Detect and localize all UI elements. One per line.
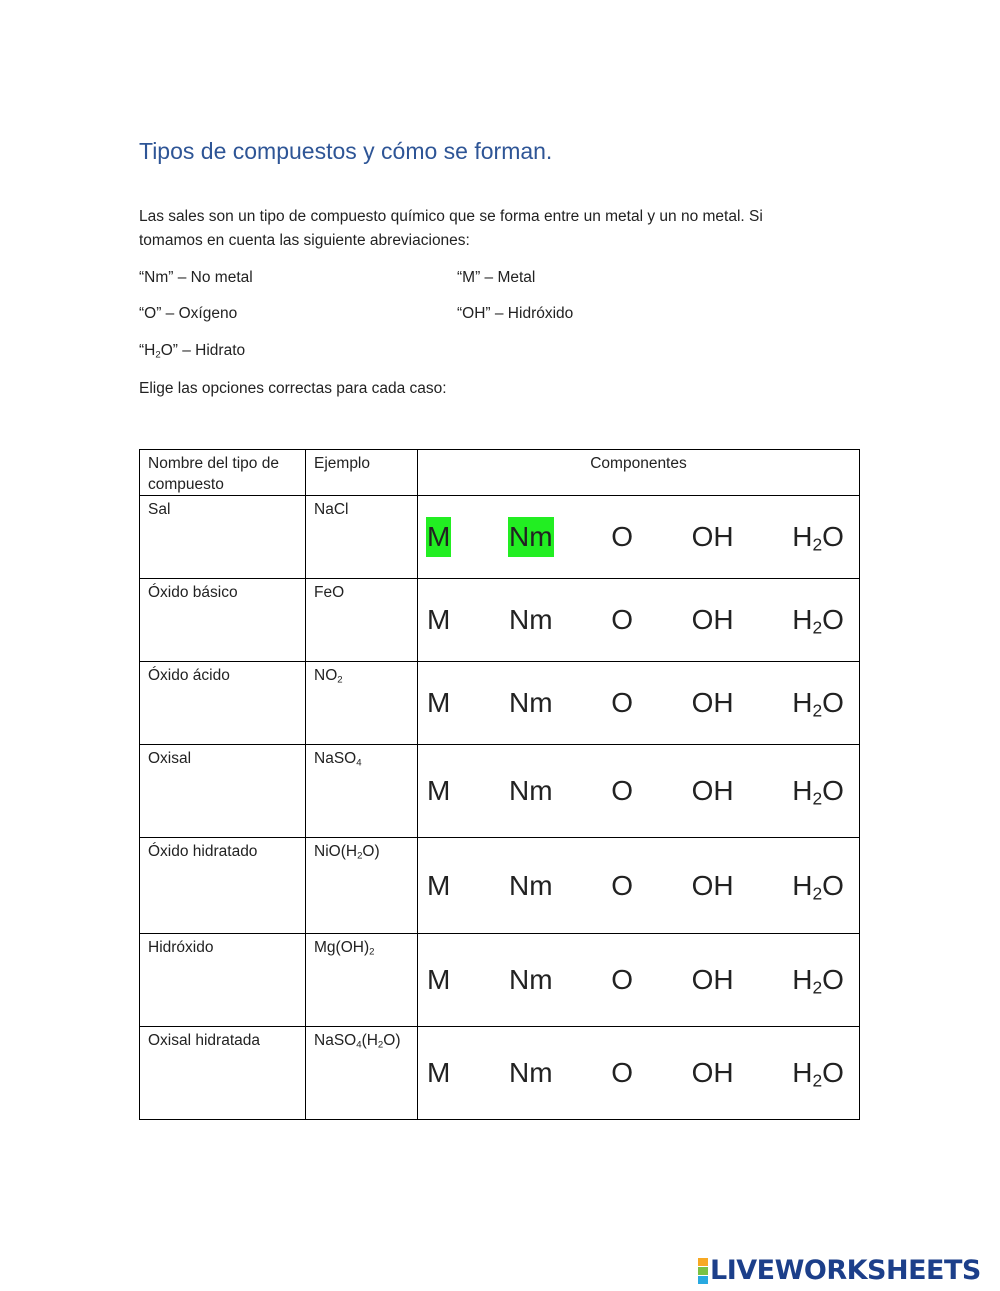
component-options: [418, 960, 859, 1000]
option-h2o-sub: 2: [812, 977, 823, 998]
logo-block-blue: [698, 1276, 708, 1284]
option-m[interactable]: M: [427, 775, 451, 806]
option-h2o-h: H: [792, 687, 813, 718]
option-h2o[interactable]: [791, 866, 845, 906]
option-o[interactable]: O: [611, 775, 633, 806]
example-cell: [306, 496, 418, 579]
example-cell: [306, 745, 418, 838]
option-h2o-h: H: [792, 964, 813, 995]
table-row: [140, 496, 860, 579]
header-example: Ejemplo: [306, 450, 418, 496]
example-formula: [306, 1027, 417, 1051]
option-h2o-h: H: [792, 1057, 813, 1088]
option-h2o[interactable]: [791, 771, 845, 811]
compound-type-name: Óxido ácido: [148, 667, 230, 684]
abbr-h2o-prefix: “H: [139, 342, 156, 359]
example-formula: [306, 496, 417, 520]
instruction: Elige las opciones correctas para cada caso:: [139, 380, 447, 397]
compound-type-cell: [140, 579, 306, 662]
abbr-nm: “Nm” – No metal: [139, 269, 253, 286]
formula-sub: 4: [356, 757, 362, 769]
formula-part: (H: [361, 1032, 378, 1049]
option-oh[interactable]: OH: [691, 775, 734, 806]
compound-type-name: Hidróxido: [148, 939, 214, 956]
abbr-m: “M” – Metal: [457, 269, 536, 286]
compound-type-cell: [140, 838, 306, 934]
table-row: [140, 934, 860, 1027]
example-cell: [306, 1027, 418, 1120]
component-options: [418, 1053, 859, 1093]
option-h2o-sub: 2: [812, 700, 823, 721]
example-formula: [306, 662, 417, 686]
option-o[interactable]: O: [611, 687, 633, 718]
option-m[interactable]: M: [426, 517, 451, 557]
option-h2o-o: O: [822, 775, 844, 806]
table-row: [140, 579, 860, 662]
option-o[interactable]: O: [611, 521, 633, 552]
formula-part: NaSO: [314, 750, 357, 767]
option-nm[interactable]: Nm: [508, 964, 553, 995]
components-cell: [418, 745, 860, 838]
component-options: [418, 683, 859, 723]
option-h2o[interactable]: [791, 683, 845, 723]
formula-sub: 2: [337, 674, 343, 686]
table-row: [140, 838, 860, 934]
formula-sub: 2: [377, 1039, 384, 1051]
abbr-h2o: [139, 341, 245, 361]
option-h2o-sub: 2: [812, 617, 823, 638]
option-m[interactable]: M: [427, 687, 451, 718]
table-row: [140, 745, 860, 838]
component-options: [418, 866, 859, 906]
option-oh[interactable]: OH: [691, 604, 734, 635]
formula-part: NaSO: [314, 1032, 357, 1049]
option-h2o[interactable]: [791, 600, 845, 640]
header-name: Nombre del tipo de compuesto: [140, 450, 306, 496]
compound-type-name: Óxido hidratado: [148, 843, 258, 860]
formula-part: Mg(OH): [314, 939, 370, 956]
option-h2o[interactable]: [791, 960, 845, 1000]
option-oh[interactable]: OH: [691, 869, 734, 901]
abbr-oh: “OH” – Hidróxido: [457, 305, 574, 322]
example-cell: [306, 579, 418, 662]
example-formula: [306, 579, 417, 603]
formula-sub: 4: [356, 1039, 362, 1051]
logo-icon: [698, 1258, 708, 1284]
components-cell: [418, 934, 860, 1027]
components-cell: [418, 496, 860, 579]
option-o[interactable]: O: [611, 964, 633, 995]
worksheet-table: [139, 449, 860, 1120]
option-h2o-sub: 2: [812, 882, 823, 903]
option-h2o-o: O: [822, 687, 844, 718]
option-h2o-sub: 2: [812, 788, 823, 809]
compound-type-cell: [140, 662, 306, 745]
component-options: [418, 600, 859, 640]
option-o[interactable]: O: [611, 869, 633, 901]
compound-type-name: Oxisal: [148, 750, 192, 767]
option-oh[interactable]: OH: [691, 1057, 734, 1088]
components-cell: [418, 838, 860, 934]
option-nm[interactable]: Nm: [508, 1057, 553, 1088]
example-cell: [306, 662, 418, 745]
intro-paragraph: Las sales son un tipo de compuesto químico que se forma entre un metal y un no metal. Si tomamos en cuenta las siguiente abreviaciones:: [139, 208, 763, 249]
compound-type-name: Óxido básico: [148, 584, 238, 601]
abbr-h2o-sub: 2: [155, 349, 161, 361]
option-o[interactable]: O: [611, 604, 633, 635]
page-title: Tipos de compuestos y cómo se forman.: [139, 138, 553, 164]
logo-text: LIVEWORKSHEETS: [710, 1255, 981, 1286]
option-h2o-o: O: [822, 869, 844, 901]
abbr-o: “O” – Oxígeno: [139, 305, 238, 322]
liveworksheets-logo: [698, 1255, 981, 1286]
option-nm[interactable]: Nm: [508, 869, 553, 901]
option-h2o-o: O: [822, 604, 844, 635]
option-m[interactable]: M: [427, 1057, 451, 1088]
example-cell: [306, 838, 418, 934]
formula-part: NiO(H: [314, 843, 358, 860]
example-formula: [306, 934, 417, 958]
option-nm[interactable]: Nm: [508, 775, 553, 806]
option-h2o-sub: 2: [812, 1070, 823, 1091]
table-row: [140, 1027, 860, 1120]
compound-type-cell: [140, 1027, 306, 1120]
components-cell: [418, 662, 860, 745]
option-h2o-o: O: [822, 964, 844, 995]
option-h2o-o: O: [822, 1057, 844, 1088]
formula-part: O): [362, 843, 380, 860]
option-h2o[interactable]: [791, 517, 845, 557]
option-h2o-sub: 2: [812, 534, 823, 555]
formula-part: O): [383, 1032, 401, 1049]
header-components: Componentes: [418, 450, 860, 496]
formula-sub: 2: [369, 946, 375, 958]
compound-type-name: Sal: [148, 501, 171, 518]
option-nm[interactable]: Nm: [508, 604, 553, 635]
compound-type-cell: [140, 934, 306, 1027]
option-o[interactable]: O: [611, 1057, 633, 1088]
components-cell: [418, 1027, 860, 1120]
table-row: [140, 662, 860, 745]
option-oh[interactable]: OH: [691, 964, 734, 995]
components-cell: [418, 579, 860, 662]
option-nm[interactable]: Nm: [508, 687, 553, 718]
option-m[interactable]: M: [427, 964, 451, 995]
example-formula: [306, 838, 417, 862]
option-oh[interactable]: OH: [691, 521, 734, 552]
example-formula: [306, 745, 417, 769]
table-header-row: [140, 450, 860, 496]
option-h2o-o: O: [822, 521, 844, 552]
component-options: [418, 771, 859, 811]
compound-type-cell: [140, 745, 306, 838]
formula-part: NaCl: [314, 501, 349, 518]
component-options: [418, 517, 859, 557]
option-h2o-h: H: [792, 604, 813, 635]
abbr-h2o-suffix: O” – Hidrato: [160, 342, 246, 359]
formula-part: FeO: [314, 584, 345, 601]
option-m[interactable]: M: [427, 869, 451, 901]
option-h2o-h: H: [792, 775, 813, 806]
formula-sub: 2: [357, 850, 363, 862]
option-nm[interactable]: Nm: [508, 517, 554, 557]
option-oh[interactable]: OH: [691, 687, 734, 718]
logo-block-green: [698, 1267, 708, 1275]
compound-type-cell: [140, 496, 306, 579]
option-h2o-h: H: [792, 521, 813, 552]
option-h2o-h: H: [792, 869, 813, 901]
formula-part: NO: [314, 667, 338, 684]
logo-block-orange: [698, 1258, 708, 1266]
option-h2o[interactable]: [791, 1053, 845, 1093]
example-cell: [306, 934, 418, 1027]
option-m[interactable]: M: [427, 604, 451, 635]
compound-type-name: Oxisal hidratada: [148, 1032, 261, 1049]
